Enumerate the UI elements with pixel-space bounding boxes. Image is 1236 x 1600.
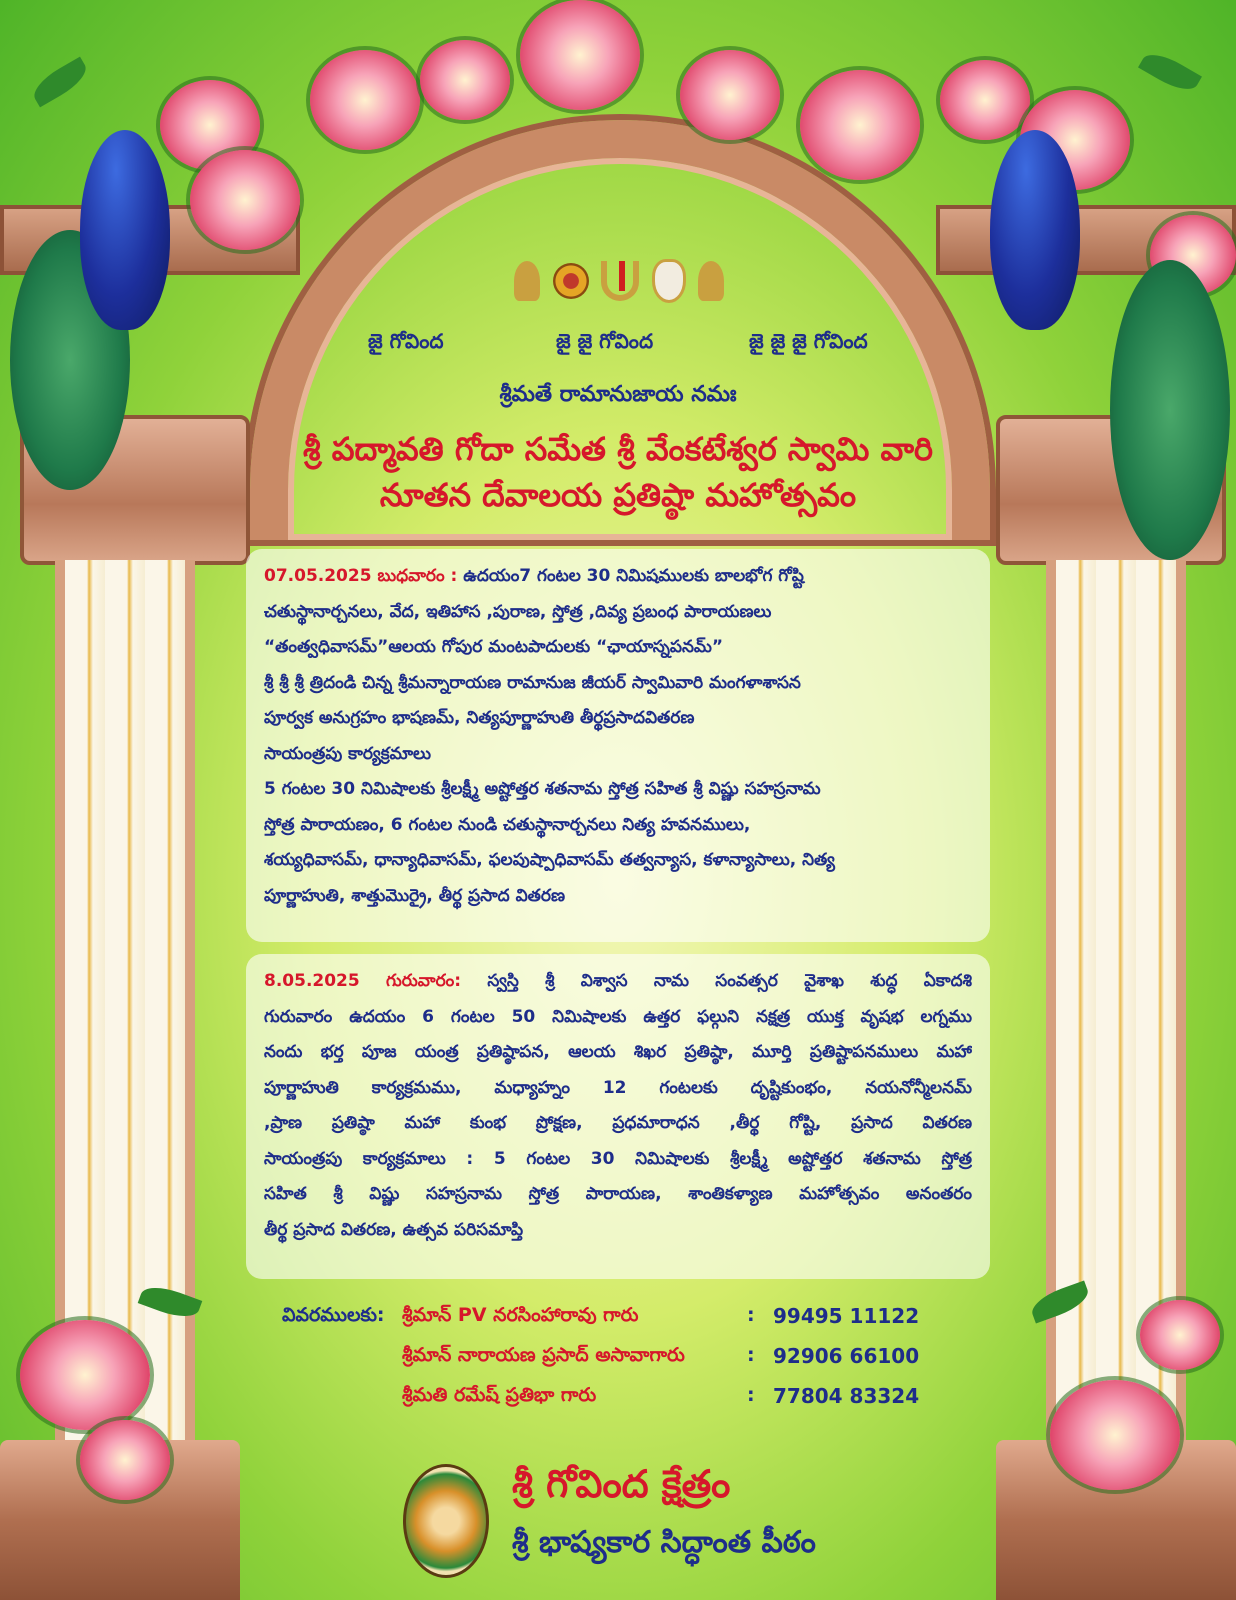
sudarshana-chakra-icon — [553, 263, 589, 299]
event-title-line1: శ్రీ పద్మావతి గోదా సమేత శ్రీ వేంకటేశ్వర స్వామి వారి — [303, 430, 933, 468]
organization-name: శ్రీ గోవింద క్షేత్రం — [512, 1462, 731, 1506]
day2-line: పూర్ణాహుతి కార్యక్రమము, మధ్యాహ్నం 12 గంటలకు దృష్టికుంభం, నయనోన్మీలనమ్ — [264, 1077, 972, 1098]
day1-line: చతుస్థానార్చనలు, వేద, ఇతిహాస ,పురాణ, స్తోత్ర ,దివ్య ప్రబంధ పారాయణలు — [264, 601, 772, 622]
flower-icon — [80, 1420, 170, 1500]
contact-row — [282, 1344, 932, 1384]
contact-name: శ్రీమాన్ నారాయణ ప్రసాద్ అసావాగారు — [402, 1344, 685, 1366]
day1-schedule-panel — [246, 549, 990, 942]
day1-line: శ్రీ శ్రీ శ్రీ త్రిదండి చిన్న శ్రీమన్నారాయణ రామానుజ జీయర్ స్వామివారి మంగళాశాసన — [264, 672, 801, 693]
temple-logo-icon — [403, 1464, 489, 1578]
contact-name: శ్రీమాన్ PV నరసింహారావు గారు — [402, 1304, 639, 1326]
leaf — [28, 57, 92, 108]
day1-line: పూర్ణాహుతి, శాత్తుమొర్రై, తీర్థ ప్రసాద వితరణ — [264, 885, 566, 906]
flower-icon — [420, 40, 510, 120]
day2-line: గురువారం ఉదయం 6 గంటల 50 నిమిషాలకు ఉత్తర ఫల్గుని నక్షత్ర యుక్త వృషభ లగ్నము — [264, 1006, 972, 1027]
day1-line: సాయంత్రపు కార్యక్రమాలు — [264, 743, 431, 764]
jai-govinda-1: జై గోవింద — [368, 329, 444, 353]
contact-name: శ్రీమతి రమేష్ ప్రతిభా గారు — [402, 1384, 597, 1406]
vaishnava-emblem — [514, 258, 724, 304]
flower-icon — [190, 150, 300, 250]
flower-icon — [1050, 1380, 1180, 1490]
flower-icon — [680, 50, 780, 140]
flower-icon — [800, 70, 920, 180]
contact-list — [282, 1304, 932, 1424]
day1-line: 07.05.2025 బుధవారం : ఉదయం7 గంటల 30 నిమిషములకు బాలభోగ గోష్టి — [264, 566, 804, 586]
event-title-line2: నూతన దేవాలయ ప్రతిష్ఠా మహోత్సవం — [379, 476, 857, 514]
contact-phone: 99495 11122 — [773, 1304, 920, 1328]
day2-line: నందు భర్త పూజ యంత్ర ప్రతిష్ఠాపన, ఆలయ శిఖర ప్రతిష్ఠా, మూర్తి ప్రతిష్టాపనములు మహా — [264, 1042, 972, 1062]
contact-phone: 77804 83324 — [773, 1384, 920, 1408]
day1-line: 5 గంటల 30 నిమిషాలకు శ్రీలక్ష్మీ అష్టోత్తర శతనామ స్తోత్ర సహిత శ్రీ విష్ణు సహస్రనామ — [264, 779, 821, 799]
day2-line: ,ప్రాణ ప్రతిష్ఠా మహా కుంభ ప్రోక్షణ, ప్రధమారాధన ,తీర్థ గోష్టి, ప్రసాద వితరణ — [264, 1113, 972, 1133]
flower-icon — [20, 1320, 150, 1430]
flower-icon — [520, 0, 640, 110]
jai-govinda-2: జై జై గోవింద — [556, 329, 654, 353]
day2-line: తీర్థ ప్రసాద వితరణ, ఉత్సవ పరిసమాప్తి — [264, 1219, 524, 1240]
namam-icon — [601, 261, 639, 301]
day1-line: పూర్వక అనుగ్రహం భాషణమ్, నిత్యపూర్ణాహుతి తీర్థప్రసాదవితరణ — [264, 708, 695, 728]
day1-date: 07.05.2025 బుధవారం : — [264, 566, 458, 586]
day2-line: సాయంత్రపు కార్యక్రమాలు : 5 గంటల 30 నిమిషాలకు శ్రీలక్ష్మీ అష్టోత్తర శతనామ స్తోత్ర — [264, 1148, 972, 1169]
peacock-icon — [80, 130, 170, 330]
contact-row — [282, 1304, 932, 1344]
contact-colon: : — [747, 1384, 755, 1406]
contact-phone: 92906 66100 — [773, 1344, 920, 1368]
leaf — [1138, 47, 1202, 98]
day1-line: శయ్యధివాసమ్, ధాన్యాధివాసమ్, ఫలపుష్పాధివాసమ్ తత్వన్యాస, కళాన్యాసాలు, నిత్య — [264, 850, 835, 870]
organization-subtitle: శ్రీ భాష్యకార సిద్ధాంత పీఠం — [512, 1525, 816, 1560]
contact-row — [282, 1384, 932, 1424]
flower-icon — [940, 60, 1030, 140]
shankha-icon — [652, 259, 686, 303]
jai-govinda-3: జై జై జై గోవింద — [749, 329, 868, 353]
flower-icon — [310, 50, 420, 150]
garuda-icon — [514, 261, 540, 301]
day1-line: స్తోత్ర పారాయణం, 6 గంటల నుండి చతుస్థానార్చనలు నిత్య హవనములు, — [264, 814, 751, 835]
contact-label: వివరములకు: — [282, 1304, 385, 1326]
day1-line: “తంత్వధివాసమ్”ఆలయ గోపుర మంటపాదులకు “ఛాయాస్నపనమ్” — [264, 637, 724, 657]
contact-colon: : — [747, 1344, 755, 1366]
flower-icon — [1140, 1300, 1220, 1370]
day2-line: 8.05.2025 గురువారం: స్వస్తి శ్రీ విశ్వాస నామ సంవత్సర వైశాఖ శుద్ధ ఏకాదశి — [264, 971, 972, 991]
day2-date: 8.05.2025 గురువారం: — [264, 971, 462, 991]
contact-colon: : — [747, 1304, 755, 1326]
invocation: శ్రీమతే రామానుజాయ నమః — [499, 382, 737, 407]
day2-line: సహిత శ్రీ విష్ణు సహస్రనామ స్తోత్ర పారాయణ, శాంతికళ్యాణ మహోత్సవం అనంతరం — [264, 1184, 972, 1204]
peacock-icon — [990, 130, 1080, 330]
hanuman-icon — [698, 261, 724, 301]
day2-schedule-panel — [246, 954, 990, 1279]
